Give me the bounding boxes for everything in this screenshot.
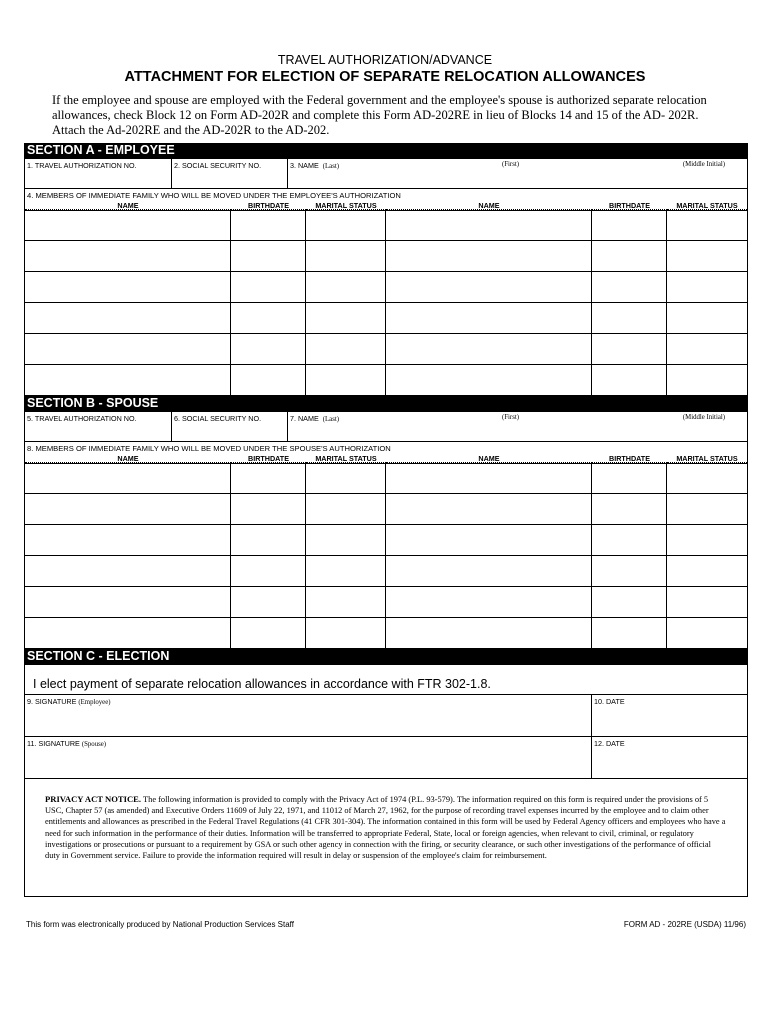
marital-status-cell[interactable] (306, 303, 386, 333)
name-cell[interactable] (25, 556, 231, 586)
employee-family-label: 4. MEMBERS OF IMMEDIATE FAMILY WHO WILL BE MOVED UNDER THE EMPLOYEE'S AUTHORIZATION (27, 191, 401, 200)
birthdate-cell[interactable] (592, 556, 667, 586)
marital-status-cell[interactable] (667, 303, 747, 333)
field-label: 6. SOCIAL SECURITY NO. (174, 414, 262, 423)
birthdate-cell[interactable] (592, 494, 667, 524)
col-birthdate: BIRTHDATE (231, 200, 306, 210)
field-label: 7. NAME (290, 414, 319, 423)
name-cell[interactable] (386, 525, 592, 555)
name-cell[interactable] (25, 303, 231, 333)
name-cell[interactable] (386, 365, 592, 395)
col-name: NAME (386, 453, 592, 463)
marital-status-cell[interactable] (667, 525, 747, 555)
section-b-header: SECTION B - SPOUSE (25, 396, 747, 412)
marital-status-cell[interactable] (667, 464, 747, 493)
marital-status-cell[interactable] (306, 494, 386, 524)
marital-status-cell[interactable] (667, 272, 747, 302)
table-row (25, 587, 747, 618)
col-name: NAME (386, 200, 592, 210)
name-cell[interactable] (386, 494, 592, 524)
marital-status-cell[interactable] (667, 334, 747, 364)
employee-qualifier: (Employee) (78, 699, 111, 706)
marital-status-cell[interactable] (306, 587, 386, 617)
name-cell[interactable] (25, 464, 231, 493)
table-row (25, 303, 747, 334)
name-cell[interactable] (386, 587, 592, 617)
marital-status-cell[interactable] (667, 241, 747, 271)
employee-family-grid (25, 210, 747, 396)
table-row (25, 556, 747, 587)
field-label: 10. DATE (594, 697, 625, 706)
col-marital-status: MARITAL STATUS (306, 200, 386, 210)
name-cell[interactable] (25, 587, 231, 617)
employee-signature-row (25, 695, 747, 737)
name-cell[interactable] (386, 272, 592, 302)
birthdate-cell[interactable] (231, 525, 306, 555)
birthdate-cell[interactable] (231, 494, 306, 524)
table-row (25, 272, 747, 303)
col-marital-status: MARITAL STATUS (306, 453, 386, 463)
spouse-travel-auth-field[interactable] (25, 412, 172, 441)
table-row (25, 241, 747, 272)
birthdate-cell[interactable] (231, 365, 306, 395)
last-label: (Last) (322, 163, 339, 170)
field-label: 11. SIGNATURE (27, 739, 80, 748)
employee-date-field[interactable] (592, 695, 747, 736)
col-marital-status: MARITAL STATUS (667, 200, 747, 210)
marital-status-cell[interactable] (667, 494, 747, 524)
birthdate-cell[interactable] (592, 334, 667, 364)
col-birthdate: BIRTHDATE (592, 200, 667, 210)
name-cell[interactable] (386, 303, 592, 333)
marital-status-cell[interactable] (306, 556, 386, 586)
col-name: NAME (25, 453, 231, 463)
field-label: 5. TRAVEL AUTHORIZATION NO. (27, 414, 137, 423)
form-title: ATTACHMENT FOR ELECTION OF SEPARATE RELOCATION ALLOWANCES (124, 69, 646, 85)
table-row (25, 463, 747, 494)
marital-status-cell[interactable] (306, 241, 386, 271)
birthdate-cell[interactable] (592, 211, 667, 240)
col-birthdate: BIRTHDATE (231, 453, 306, 463)
intro-paragraph: If the employee and spouse are employed with the Federal government and the employee's spouse is authorized separate relocation allowances, check Block 12 on Form AD-202R and complete this Form AD-202RE in lieu of Blocks 14 and 15 of the AD- 202R. Attach the Ad-202RE and the AD-202R to the AD-202. (52, 93, 707, 137)
name-cell[interactable] (25, 272, 231, 302)
form-body (24, 143, 748, 897)
privacy-act-notice (25, 779, 747, 897)
birthdate-cell[interactable] (231, 211, 306, 240)
table-row (25, 494, 747, 525)
footer-form-number: FORM AD - 202RE (USDA) 11/96) (623, 920, 746, 929)
birthdate-cell[interactable] (592, 241, 667, 271)
birthdate-cell[interactable] (592, 303, 667, 333)
spouse-family-column-headers (25, 453, 747, 463)
birthdate-cell[interactable] (231, 303, 306, 333)
marital-status-cell[interactable] (306, 618, 386, 648)
table-row (25, 210, 747, 241)
marital-status-cell[interactable] (306, 525, 386, 555)
name-cell[interactable] (386, 334, 592, 364)
employee-family-column-headers (25, 200, 747, 210)
name-cell[interactable] (25, 241, 231, 271)
marital-status-cell[interactable] (306, 334, 386, 364)
footer-production-note: This form was electronically produced by National Production Services Staff (26, 920, 294, 929)
name-cell[interactable] (25, 618, 231, 648)
col-marital-status: MARITAL STATUS (667, 453, 747, 463)
birthdate-cell[interactable] (231, 587, 306, 617)
spouse-signature-field[interactable] (25, 737, 592, 778)
table-row (25, 365, 747, 396)
birthdate-cell[interactable] (231, 618, 306, 648)
field-label: 3. NAME (290, 161, 319, 170)
birthdate-cell[interactable] (231, 556, 306, 586)
middle-initial-label: (Middle Initial) (682, 414, 725, 421)
marital-status-cell[interactable] (667, 211, 747, 240)
marital-status-cell[interactable] (667, 556, 747, 586)
table-row (25, 618, 747, 649)
name-cell[interactable] (25, 211, 231, 240)
spouse-ssn-field[interactable] (172, 412, 288, 441)
birthdate-cell[interactable] (592, 272, 667, 302)
last-label: (Last) (322, 416, 339, 423)
spouse-family-grid (25, 463, 747, 649)
employee-signature-field[interactable] (25, 695, 592, 736)
privacy-text: The following information is provided to comply with the Privacy Act of 1974 (P.L. 93-579). The information required on this form is required under the provisions of 5 USC, Chapter 57 (as amended) and Executive Orders 11609 of July 22, 1971, and 11012 of March 27, 1962, for the purpose of recording travel expenses incurred by the employee and to claim other entitlements and allowances as prescribed in the Federal Travel Regulations (41 CFR 301-304). The information contained in this form will be used by Federal Agency officers and employees who have a need for such information in the performance of their duties. Information will be transferred to appropriate Federal, State, local or foreign agencies, when relevant to civil, criminal, or regulatory investigations or prosecutions or pursuant to a requirement by GSA or such other agency in connection with the firing, or security clearance, or such other investigations of the performance of official duty in Government service. Failure to provide the information required will result in delay or suspension of the employee's claim for reimbursement. (45, 795, 726, 861)
birthdate-cell[interactable] (592, 365, 667, 395)
field-label: 2. SOCIAL SECURITY NO. (174, 161, 262, 170)
col-name: NAME (25, 200, 231, 210)
birthdate-cell[interactable] (231, 272, 306, 302)
birthdate-cell[interactable] (231, 241, 306, 271)
employee-ssn-field[interactable] (172, 159, 288, 188)
birthdate-cell[interactable] (592, 587, 667, 617)
birthdate-cell[interactable] (592, 525, 667, 555)
spouse-name-field[interactable] (288, 412, 747, 441)
middle-initial-label: (Middle Initial) (682, 161, 725, 168)
field-label: 1. TRAVEL AUTHORIZATION NO. (27, 161, 137, 170)
first-label: (First) (502, 414, 519, 421)
name-cell[interactable] (386, 556, 592, 586)
birthdate-cell[interactable] (592, 464, 667, 493)
spouse-id-row (25, 412, 747, 442)
birthdate-cell[interactable] (231, 464, 306, 493)
name-cell[interactable] (386, 241, 592, 271)
birthdate-cell[interactable] (231, 334, 306, 364)
col-birthdate: BIRTHDATE (592, 453, 667, 463)
birthdate-cell[interactable] (592, 618, 667, 648)
marital-status-cell[interactable] (306, 272, 386, 302)
marital-status-cell[interactable] (306, 211, 386, 240)
employee-id-row (25, 159, 747, 189)
spouse-family-label: 8. MEMBERS OF IMMEDIATE FAMILY WHO WILL BE MOVED UNDER THE SPOUSE'S AUTHORIZATION (27, 444, 391, 453)
field-label: 12. DATE (594, 739, 625, 748)
name-cell[interactable] (386, 464, 592, 493)
spouse-date-field[interactable] (592, 737, 747, 778)
spouse-signature-row (25, 737, 747, 779)
election-statement: I elect payment of separate relocation allowances in accordance with FTR 302-1.8. (25, 665, 747, 695)
section-a-header: SECTION A - EMPLOYEE (25, 143, 747, 159)
employee-travel-auth-field[interactable] (25, 159, 172, 188)
section-c-header: SECTION C - ELECTION (25, 649, 747, 665)
marital-status-cell[interactable] (306, 365, 386, 395)
employee-name-field[interactable] (288, 159, 747, 188)
name-cell[interactable] (386, 618, 592, 648)
marital-status-cell[interactable] (667, 618, 747, 648)
name-cell[interactable] (25, 365, 231, 395)
first-label: (First) (502, 161, 519, 168)
form-subtitle: TRAVEL AUTHORIZATION/ADVANCE (277, 53, 493, 67)
marital-status-cell[interactable] (667, 365, 747, 395)
name-cell[interactable] (25, 334, 231, 364)
table-row (25, 525, 747, 556)
marital-status-cell[interactable] (667, 587, 747, 617)
privacy-heading: PRIVACY ACT NOTICE. (45, 794, 142, 804)
name-cell[interactable] (25, 525, 231, 555)
field-label: 9. SIGNATURE (27, 697, 77, 706)
marital-status-cell[interactable] (306, 464, 386, 493)
name-cell[interactable] (25, 494, 231, 524)
name-cell[interactable] (386, 211, 592, 240)
table-row (25, 334, 747, 365)
spouse-qualifier: (Spouse) (81, 741, 107, 748)
